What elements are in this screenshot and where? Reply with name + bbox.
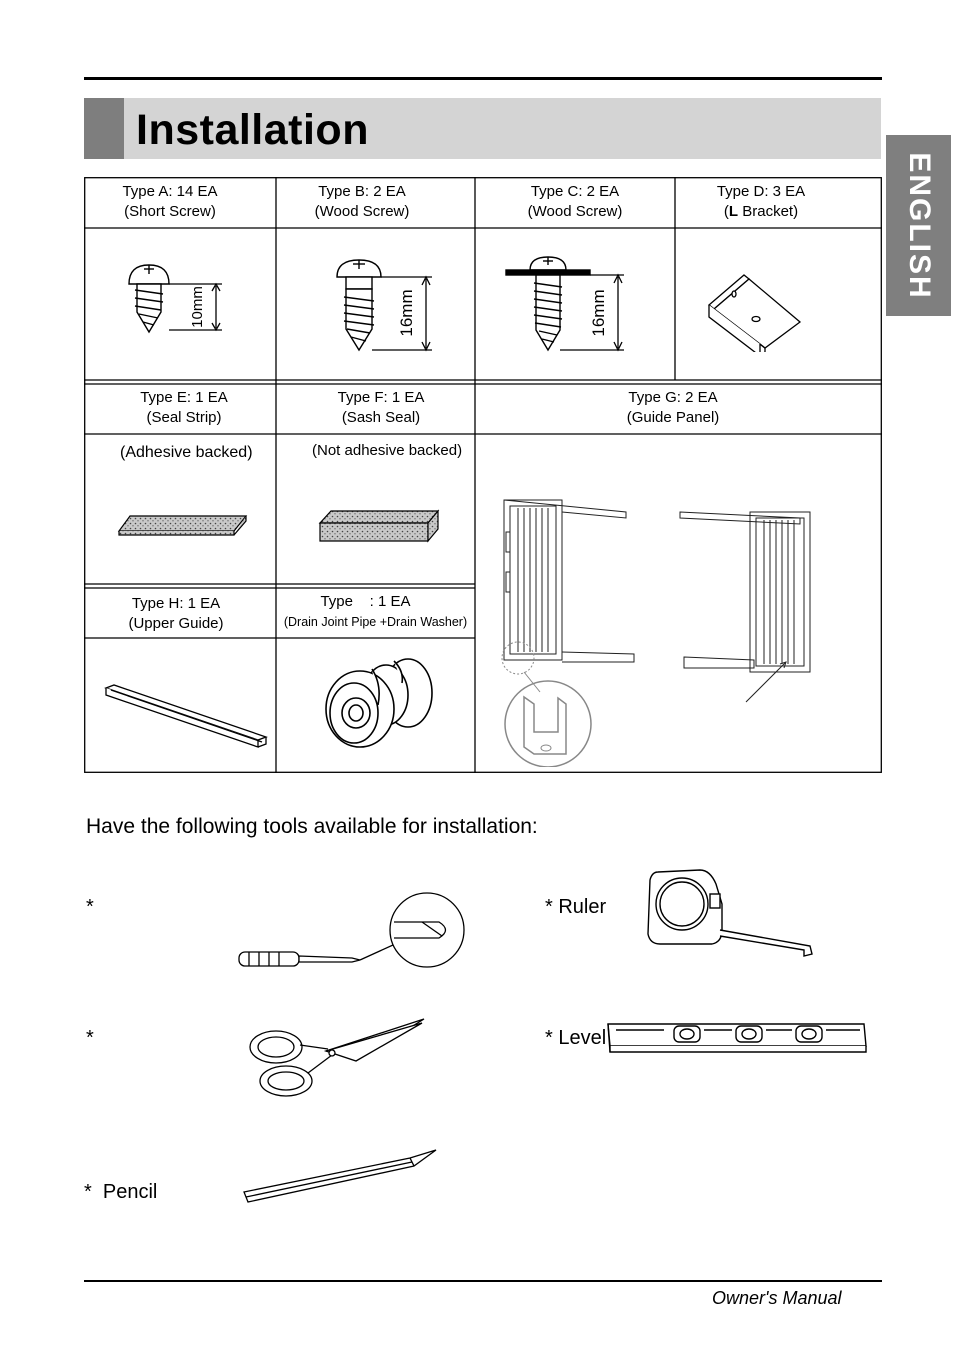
tool-pencil-label: * Pencil bbox=[84, 1181, 158, 1203]
footer-text: Owner's Manual bbox=[712, 1288, 842, 1308]
screwdriver-illustration bbox=[234, 890, 470, 972]
wood-screw-c-illustration bbox=[502, 255, 632, 355]
guide-panel-illustration bbox=[494, 492, 834, 767]
tool-scissors-label: * bbox=[86, 1027, 94, 1049]
type-h-name: (Upper Guide) bbox=[128, 615, 224, 632]
tool-level-label: * Level bbox=[545, 1027, 607, 1049]
type-b-dimension: 16mm bbox=[397, 289, 416, 337]
type-i-label bbox=[276, 592, 475, 632]
tools-heading: Have the following tools available for installation: bbox=[86, 815, 538, 838]
upper-guide-illustration bbox=[102, 680, 272, 750]
type-g-count: Type G: 2 EA bbox=[628, 389, 718, 406]
language-tab bbox=[886, 135, 951, 316]
type-i-name: (Drain Joint Pipe +Drain Washer) bbox=[283, 615, 468, 629]
type-d-name-bold: L bbox=[728, 203, 739, 220]
drain-joint-pipe-illustration bbox=[322, 655, 442, 755]
type-b-label bbox=[276, 182, 448, 222]
type-a-count: Type A: 14 EA bbox=[122, 183, 218, 200]
type-d-label bbox=[675, 182, 847, 222]
language-tab-label: ENGLISH bbox=[902, 151, 936, 300]
adhesive-note: (Adhesive backed) bbox=[120, 444, 253, 461]
type-c-label bbox=[475, 182, 675, 222]
scissors-illustration bbox=[246, 1015, 428, 1100]
type-a-dimension: 10mm bbox=[189, 286, 206, 328]
type-d-count: Type D: 3 EA bbox=[716, 183, 806, 200]
spirit-level-illustration bbox=[604, 1016, 870, 1056]
type-c-count: Type C: 2 EA bbox=[530, 183, 620, 200]
type-c-dimension: 16mm bbox=[589, 289, 608, 337]
seal-strip-illustration bbox=[114, 507, 254, 539]
tool-ruler-label: * Ruler bbox=[545, 896, 607, 918]
type-d-name-prefix: ( bbox=[723, 203, 729, 220]
bottom-rule bbox=[84, 1280, 882, 1282]
type-b-name: (Wood Screw) bbox=[314, 203, 410, 220]
type-e-label bbox=[84, 388, 284, 428]
sash-seal-illustration bbox=[316, 505, 446, 545]
l-bracket-illustration bbox=[704, 272, 809, 352]
type-f-name: (Sash Seal) bbox=[341, 409, 421, 426]
title-accent-block bbox=[84, 98, 124, 159]
wood-screw-b-illustration bbox=[332, 257, 442, 357]
tool-screwdriver-label: * bbox=[86, 896, 94, 918]
type-d-name bbox=[675, 202, 847, 222]
type-b-count: Type B: 2 EA bbox=[318, 183, 406, 200]
short-screw-illustration bbox=[124, 262, 234, 337]
type-f-count: Type F: 1 EA bbox=[337, 389, 425, 406]
not-adhesive-note: (Not adhesive backed) bbox=[312, 442, 463, 459]
parts-table bbox=[84, 177, 882, 773]
type-a-label bbox=[84, 182, 256, 222]
type-f-label bbox=[276, 388, 486, 428]
type-c-name: (Wood Screw) bbox=[527, 203, 623, 220]
pencil-illustration bbox=[240, 1146, 440, 1206]
type-h-label bbox=[84, 594, 268, 634]
type-g-name: (Guide Panel) bbox=[626, 409, 720, 426]
type-g-label bbox=[475, 388, 871, 428]
type-e-name: (Seal Strip) bbox=[146, 409, 222, 426]
tape-measure-illustration bbox=[644, 864, 820, 964]
type-i-count: Type : 1 EA bbox=[320, 593, 411, 610]
top-rule bbox=[84, 77, 882, 80]
page-title: Installation bbox=[136, 106, 369, 154]
type-e-count: Type E: 1 EA bbox=[140, 389, 228, 406]
type-a-name: (Short Screw) bbox=[124, 203, 216, 220]
type-d-name-suffix: Bracket) bbox=[738, 203, 799, 220]
type-h-count: Type H: 1 EA bbox=[131, 595, 221, 612]
